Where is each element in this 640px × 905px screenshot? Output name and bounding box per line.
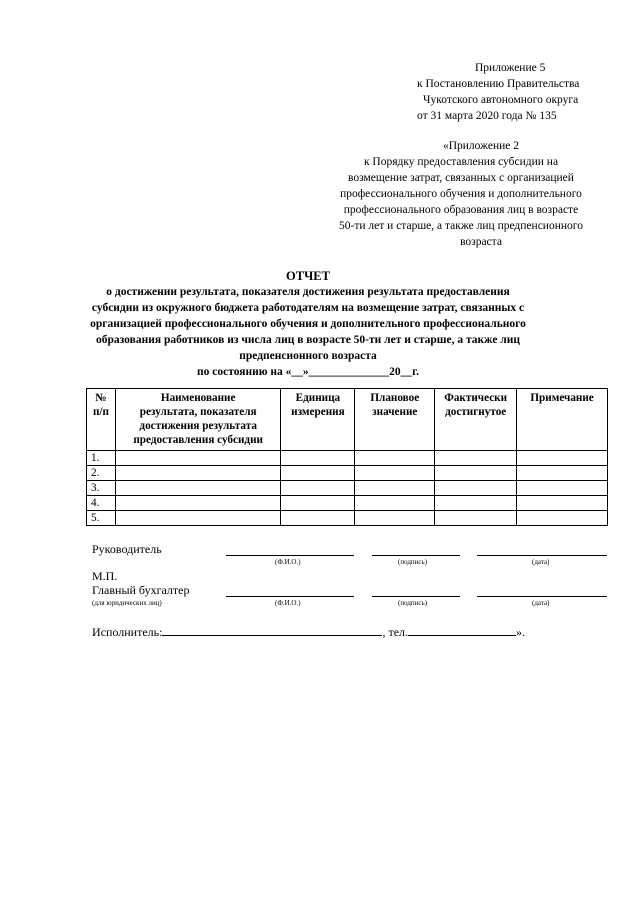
accountant-signature-line[interactable] [372, 596, 460, 597]
table-row [87, 451, 608, 466]
planned-value-cell[interactable] [355, 451, 435, 466]
unit-cell[interactable] [281, 451, 355, 466]
appendix-2-line: возмещение затрат, связанных с организацией [348, 172, 574, 184]
legal-entity-caption: (для юридических лиц) [92, 599, 162, 607]
head-signature-line[interactable] [372, 555, 460, 556]
head-date-line[interactable] [477, 555, 607, 556]
unit-cell[interactable] [281, 466, 355, 481]
appendix-2-line: к Порядку предоставления субсидии на [363, 156, 559, 168]
executor-closing: ». [516, 625, 526, 639]
table-row [87, 496, 608, 511]
appendix-2-line: профессионального обучения и дополнительного [340, 188, 582, 200]
appendix-5-line: к Постановлению Правительства [417, 78, 580, 90]
header-text: предоставления субсидии [133, 434, 263, 446]
chief-accountant-label: Главный бухгалтер [92, 583, 190, 597]
date-caption: (дата) [532, 558, 550, 566]
actual-value-cell[interactable] [435, 511, 517, 526]
appendix-2-line: 50-ти лет и старше, а также лиц предпенсионного [339, 220, 583, 232]
planned-value-cell[interactable] [355, 511, 435, 526]
result-name-cell[interactable] [115, 481, 281, 496]
row-number: 3. [87, 481, 116, 496]
header-unit [281, 389, 355, 451]
table-header-row [87, 389, 608, 451]
signature-caption: (подпись) [398, 599, 428, 607]
accountant-date-line[interactable] [477, 596, 607, 597]
header-text: достижения результата [139, 420, 257, 432]
stamp-place-label: М.П. [92, 569, 118, 583]
note-cell[interactable] [517, 466, 608, 481]
phone-label: , тел. [382, 625, 409, 639]
result-name-cell[interactable] [115, 451, 281, 466]
result-name-cell[interactable] [115, 511, 281, 526]
header-text: № [95, 392, 107, 404]
appendix-2-line: профессионального образования лиц в возрасте [343, 204, 579, 216]
executor-label: Исполнитель: [92, 625, 163, 639]
unit-cell[interactable] [281, 481, 355, 496]
unit-cell[interactable] [281, 511, 355, 526]
header-text: измерения [291, 406, 345, 418]
report-heading: ОТЧЕТ [286, 269, 330, 283]
header-text: Наименование [160, 392, 236, 404]
table-row [87, 466, 608, 481]
result-name-cell[interactable] [115, 466, 281, 481]
appendix-2-line: возраста [460, 236, 502, 248]
header-text: Единица [295, 392, 341, 404]
header-text: Плановое [370, 392, 420, 404]
actual-value-cell[interactable] [435, 451, 517, 466]
note-cell[interactable] [517, 481, 608, 496]
head-label: Руководитель [92, 542, 162, 556]
header-text: результата, показателя [139, 406, 257, 418]
header-text: значение [372, 406, 418, 418]
appendix-5-header [417, 60, 607, 124]
report-table [86, 388, 608, 526]
header-text: Примечание [530, 392, 594, 404]
table-row [87, 481, 608, 496]
note-cell[interactable] [517, 451, 608, 466]
planned-value-cell[interactable] [355, 466, 435, 481]
header-result-name [115, 389, 281, 451]
row-number: 2. [87, 466, 116, 481]
actual-value-cell[interactable] [435, 481, 517, 496]
row-number: 5. [87, 511, 116, 526]
appendix-5-line: Чукотского автономного округа [423, 94, 579, 106]
fio-caption: (Ф.И.О.) [275, 599, 301, 607]
actual-value-cell[interactable] [435, 496, 517, 511]
report-title-line: организацией профессионального обучения и дополнительного профессионального [90, 318, 526, 330]
planned-value-cell[interactable] [355, 496, 435, 511]
row-number: 1. [87, 451, 116, 466]
appendix-2-title: «Приложение 2 [442, 140, 520, 152]
header-number [87, 389, 116, 451]
planned-value-cell[interactable] [355, 481, 435, 496]
report-date-line: по состоянию на «__»______________20__г. [197, 366, 419, 378]
note-cell[interactable] [517, 511, 608, 526]
fio-caption: (Ф.И.О.) [275, 558, 301, 566]
note-cell[interactable] [517, 496, 608, 511]
header-planned-value [355, 389, 435, 451]
row-number: 4. [87, 496, 116, 511]
report-title-line: о достижении результата, показателя достижения результата предоставления [106, 286, 510, 298]
table-row [87, 511, 608, 526]
head-fio-line[interactable] [226, 555, 354, 556]
appendix-5-title: Приложение 5 [475, 62, 546, 74]
result-name-cell[interactable] [115, 496, 281, 511]
header-note [517, 389, 608, 451]
unit-cell[interactable] [281, 496, 355, 511]
header-text: п/п [92, 406, 109, 418]
report-title-line: образования работников из числа лиц в возрасте 50-ти лет и старше, а также лиц [95, 334, 521, 346]
header-text: достигнутое [445, 406, 507, 418]
signature-caption: (подпись) [398, 558, 428, 566]
appendix-5-line: от 31 марта 2020 года № 135 [417, 110, 557, 122]
report-title-line: субсидии из окружного бюджета работодателям на возмещение затрат, связанных с [91, 302, 525, 314]
accountant-fio-line[interactable] [226, 596, 354, 597]
executor-line [92, 624, 525, 640]
appendix-2-header [300, 138, 622, 250]
header-text: Фактически [444, 392, 508, 404]
date-caption: (дата) [532, 599, 550, 607]
executor-name-field[interactable] [162, 624, 382, 636]
report-title-line: предпенсионного возраста [239, 350, 377, 362]
actual-value-cell[interactable] [435, 466, 517, 481]
header-actual-value [435, 389, 517, 451]
phone-field[interactable] [408, 624, 516, 636]
report-title [80, 268, 536, 380]
